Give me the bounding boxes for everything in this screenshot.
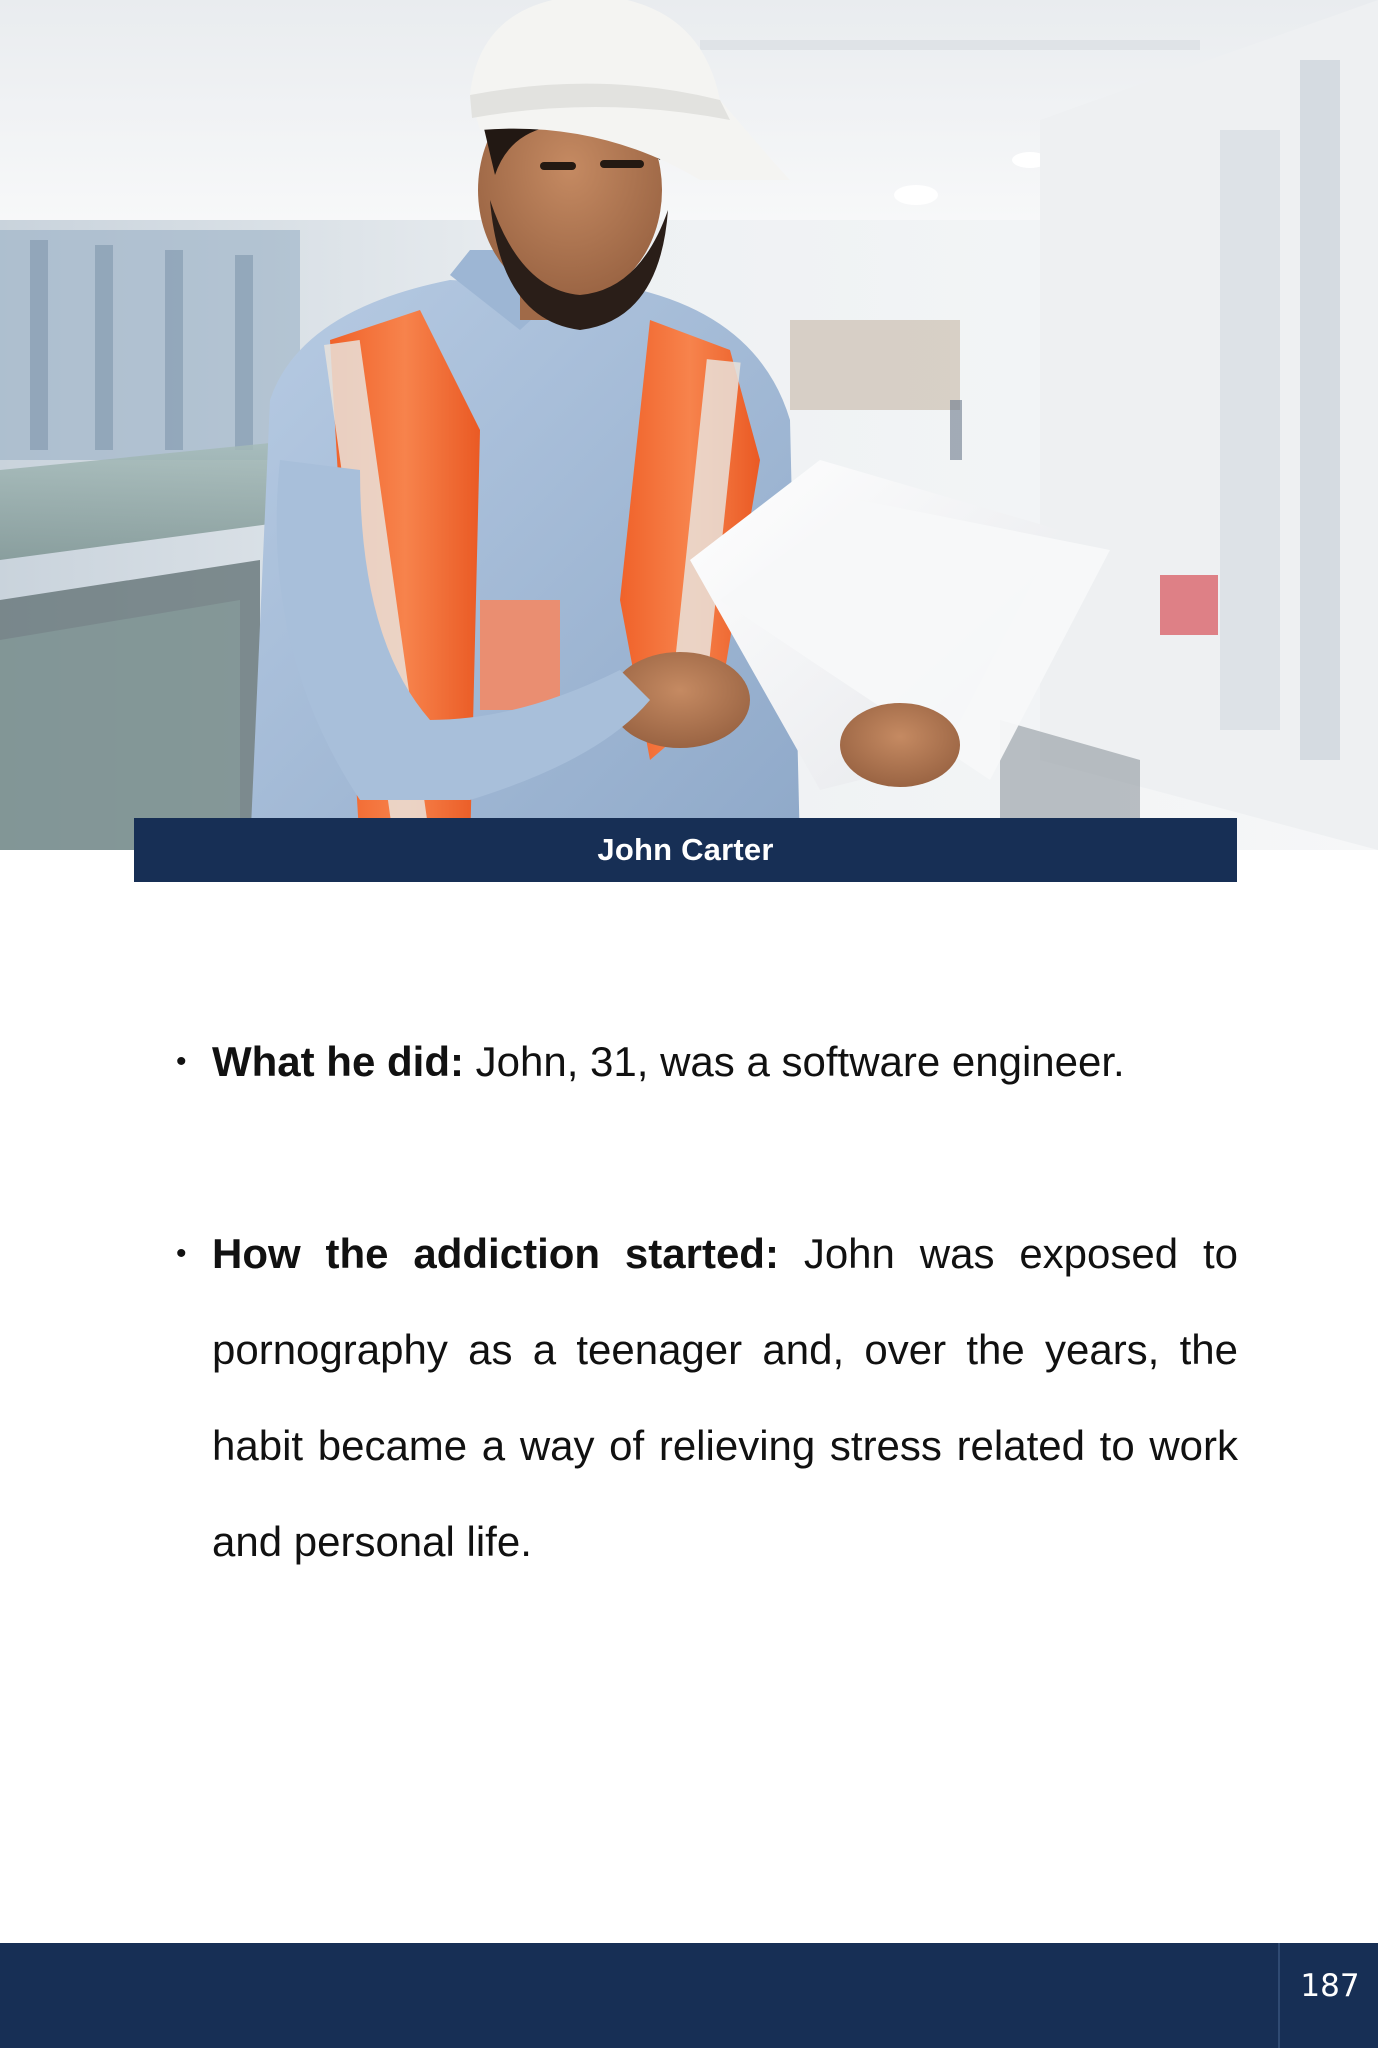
bullet-what-he-did	[176, 1014, 1238, 1110]
bullet-dot-icon: •	[176, 1237, 187, 1270]
footer-divider	[1278, 1943, 1280, 2048]
photo-caption: John Carter	[597, 832, 774, 867]
bullet-label: How the addiction started:	[212, 1230, 779, 1277]
bullet-text: John, 31, was a software engineer.	[463, 1038, 1125, 1085]
hero-photo	[0, 0, 1378, 850]
bullet-label: What he did:	[212, 1038, 464, 1085]
bullet-text: John was exposed to pornography as a teenager and, over the years, the habit became a way of relieving stress related to work and personal life.	[212, 1230, 1238, 1565]
bullet-how-it-started	[176, 1206, 1238, 1590]
page-number: 187	[1300, 1968, 1360, 2004]
bullet-dot-icon: •	[176, 1045, 187, 1078]
construction-worker-photo-icon	[0, 0, 1378, 850]
photo-caption-bar	[134, 818, 1237, 882]
page-footer	[0, 1943, 1378, 2048]
